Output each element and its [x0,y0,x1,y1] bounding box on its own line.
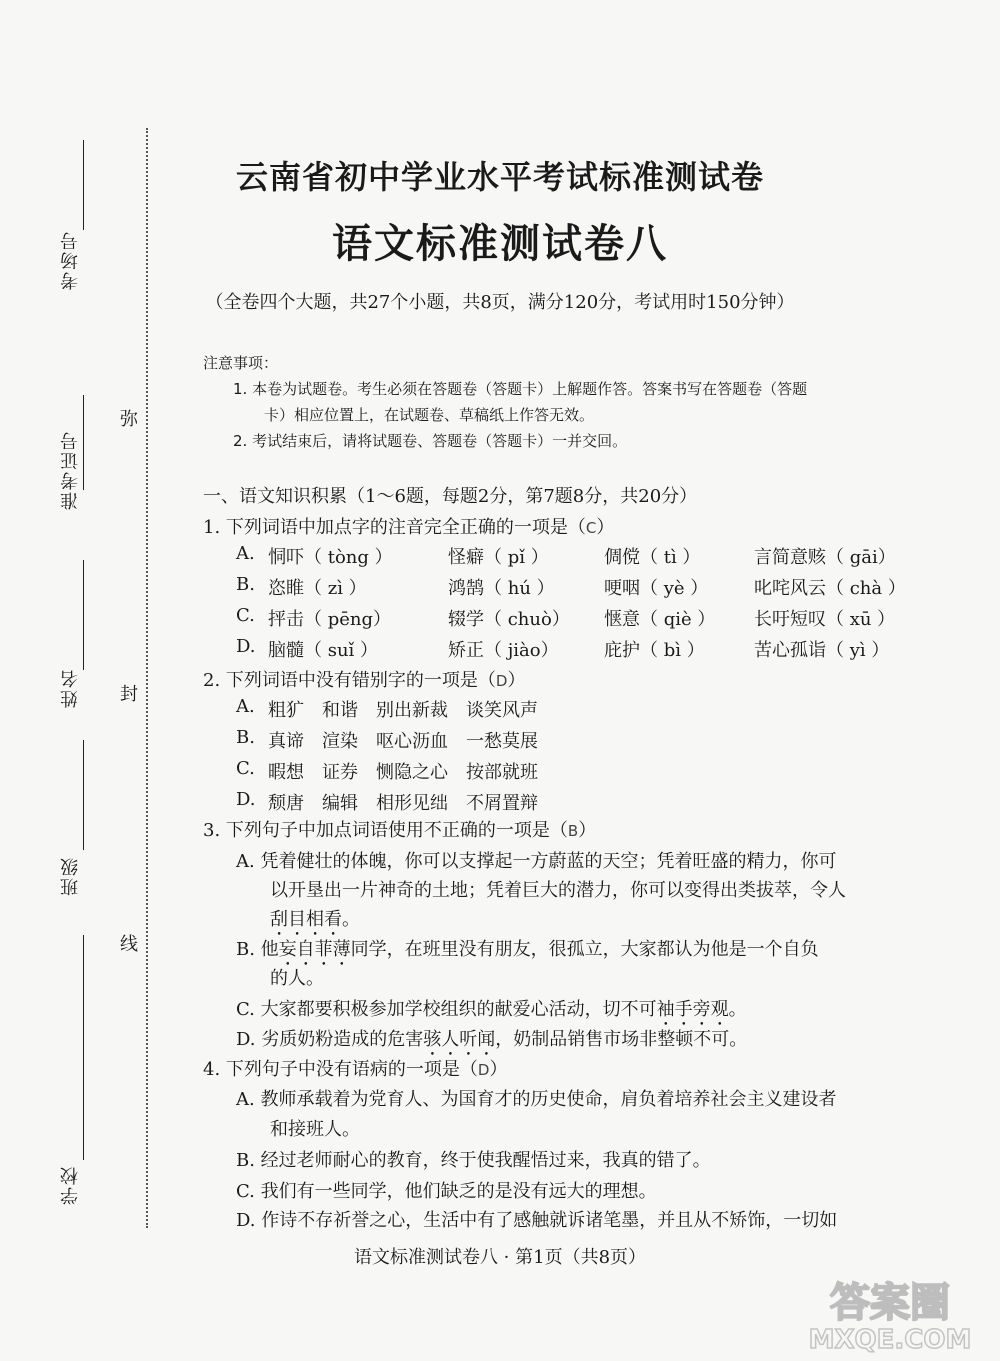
q1-option-d-4: 苦心孤诣（ yì ） [754,640,890,661]
question-1-answer: C [585,519,597,537]
q3-option-b-line-1: B. 他妄自菲薄同学，在班里没有朋友，很孤立，大家都认为他是一个自负 [236,939,819,960]
q2-option-c: 暇想 证券 恻隐之心 按部就班 [268,762,538,783]
admission-line [83,395,84,490]
q2-option-label-a: A. [236,696,255,717]
name-line [83,560,84,670]
question-3-answer: B [567,822,579,840]
q1-option-b-1: 恣睢（ zì ） [268,578,367,599]
q1-option-b-4: 叱咤风云（ chà ） [754,578,906,599]
q3-c-dotted-phrase: 袖手旁观 [656,999,729,1020]
q1-option-b-3: 哽咽（ yè ） [604,578,709,599]
notice-heading: 注意事项： [203,354,279,372]
q3-option-b-line-2: 的人。 [270,968,324,989]
q1-option-a-3: 倜傥（ tì ） [604,547,701,568]
q1-option-label-b: B. [236,574,255,595]
q3-option-d: D. 劣质奶粉造成的危害骇人听闻，奶制品销售市场非整顿不可。 [236,1029,748,1050]
seal-char-mi: 弥 [120,409,138,430]
question-4-answer: D [477,1061,490,1079]
q3-option-c: C. 大家都要积极参加学校组织的献爱心活动，切不可袖手旁观。 [236,999,747,1020]
watermark-logo [785,1268,995,1353]
q1-option-label-c: C. [236,605,255,626]
class-label: 班级 [60,856,81,896]
seal-char-feng: 封 [120,684,138,705]
notice-item-1-line-1: 1. 本卷为试题卷。考生必须在答题卷（答题卡）上解题作答。答案书写在答题卷（答题 [233,380,808,398]
question-4-stem: 4. 下列句子中没有语病的一项是（D） [203,1059,508,1080]
exam-series-title: 云南省初中学业水平考试标准测试卷 [235,158,764,196]
q4-option-a-line-2: 和接班人。 [270,1119,360,1140]
q1-option-c-2: 辍学（ chuò） [448,609,570,630]
q3-d-dotted-phrase: 骇人听闻 [423,1029,496,1050]
page-footer: 语文标准测试卷八 · 第1页（共8页） [353,1247,647,1268]
section-1-heading: 一、语文知识积累（1～6题，每题2分，第7题8分，共20分） [203,486,698,507]
q4-option-a-line-1: A. 教师承载着为党育人、为国育才的历史使命，肩负着培养社会主义建设者 [236,1089,837,1110]
school-line [83,935,84,1160]
q2-option-label-d: D. [236,789,256,810]
q1-option-a-1: 恫吓（ tòng ） [268,547,393,568]
school-label: 学校 [60,1165,81,1205]
q2-option-a: 粗犷 和谐 别出新裁 谈笑风声 [268,700,538,721]
q3-b-dotted-phrase: 妄自菲薄 [278,939,351,960]
q1-option-label-a: A. [236,543,255,564]
q1-option-d-3: 庇护（ bì ） [604,640,705,661]
q3-a-dotted-phrase: 刮目相看 [270,909,342,930]
notice-item-2: 2. 考试结束后，请将试题卷、答题卷（答题卡）一并交回。 [233,432,628,450]
q1-option-c-4: 长吁短叹（ xū ） [754,609,896,630]
q2-option-label-b: B. [236,727,255,748]
q4-option-d: D. 作诗不存祈誉之心，生活中有了感触就诉诸笔墨，并且从不矫饰，一切如 [236,1210,838,1231]
q2-option-b: 真谛 渲染 呕心沥血 一愁莫展 [268,731,538,752]
paper-subtitle: （全卷四个大题，共27个小题，共8页，满分120分，考试用时150分钟） [205,292,795,313]
q2-option-label-c: C. [236,758,255,779]
q2-option-d: 颓唐 编辑 相形见绌 不屑置辩 [268,793,538,814]
q1-option-label-d: D. [236,636,256,657]
q3-option-a-line-3: 刮目相看。 [270,909,360,930]
watermark-logo-url: MXQE.COM [808,1325,972,1353]
q1-option-b-2: 鸿鹄（ hú ） [448,578,555,599]
question-2-answer: D [495,672,508,690]
paper-title: 语文标准测试卷八 [332,221,668,267]
question-3-stem: 3. 下列句子中加点词语使用不正确的一项是（B） [203,820,597,841]
seal-char-xian: 线 [120,934,138,955]
notice-item-1-line-2: 卡）相应位置上，在试题卷、草稿纸上作答无效。 [264,406,595,424]
question-2-stem: 2. 下列词语中没有错别字的一项是（D） [203,670,526,691]
q1-option-c-3: 惬意（ qiè ） [604,609,716,630]
q4-option-c: C. 我们有一些同学，他们缺乏的是没有远大的理想。 [236,1181,657,1202]
q1-option-a-4: 言简意赅（ gāi） [754,547,896,568]
question-1-stem: 1. 下列词语中加点字的注音完全正确的一项是（C） [203,517,615,538]
watermark-logo-text: 答案圈 [830,1280,950,1326]
admission-number-label: 准考证号 [60,430,81,510]
q1-option-d-2: 矫正（ jiào） [448,640,559,661]
exam-room-label: 考场号 [60,230,81,290]
class-line [83,740,84,850]
name-label: 姓名 [60,668,81,708]
q3-option-a-line-1: A. 凭着健壮的体魄，你可以支撑起一方蔚蓝的天空；凭着旺盛的精力，你可 [236,851,837,872]
q3-option-a-line-2: 以开垦出一片神奇的土地；凭着巨大的潜力，你可以变得出类拔萃，令人 [270,880,846,901]
q1-option-d-1: 脑髓（ suǐ ） [268,640,379,661]
q4-option-b: B. 经过老师耐心的教育，终于使我醒悟过来，我真的错了。 [236,1150,711,1171]
q1-option-a-2: 怪癖（ pǐ ） [448,547,549,568]
q1-option-c-1: 抨击（ pēng） [268,609,392,630]
